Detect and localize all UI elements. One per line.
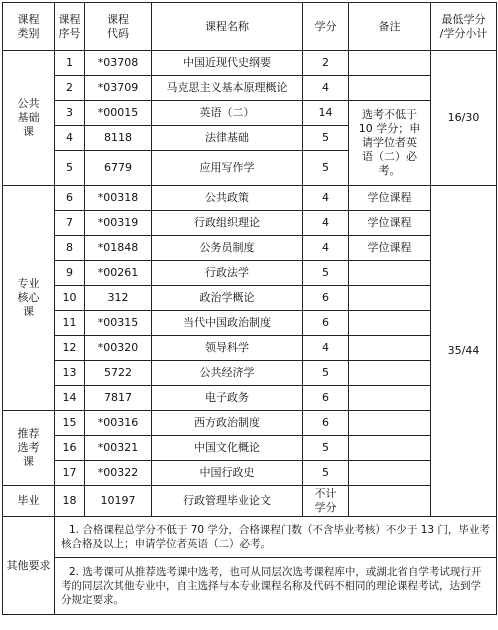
seq-cell: 1 [55, 51, 85, 76]
code-cell: *00261 [85, 261, 152, 286]
table-row [3, 386, 497, 411]
credit-cell: 6 [303, 286, 349, 311]
category-label-line: 专业 [17, 277, 40, 290]
other-note-1: 1. 合格课程总学分不低于 70 学分，合格课程门数（不含毕业考核）不少于 13 门，毕业考核合格及以上；申请学位者英语（二）必考。 [55, 517, 497, 558]
remark-cell [349, 361, 431, 386]
remark-cell [349, 311, 431, 336]
seq-cell: 10 [55, 286, 85, 311]
name-cell: 应用写作学 [152, 151, 303, 186]
table-row [3, 411, 497, 436]
name-cell: 马克思主义基本原理概论 [152, 76, 303, 101]
remark-cell: 学位课程 [349, 236, 431, 261]
seq-cell: 13 [55, 361, 85, 386]
code-cell: *00318 [85, 186, 152, 211]
header-seq-line: 课程 [58, 12, 81, 26]
code-cell: *00315 [85, 311, 152, 336]
code-cell: *00321 [85, 436, 152, 461]
header-category [3, 3, 55, 51]
seq-cell: 5 [55, 151, 85, 186]
code-cell: *00316 [85, 411, 152, 436]
remark-cell [349, 461, 431, 486]
category-label-line: 课 [23, 305, 34, 318]
name-cell: 行政法学 [152, 261, 303, 286]
other-row [3, 558, 497, 615]
credit-cell: 5 [303, 261, 349, 286]
header-min [431, 3, 497, 51]
code-cell: *00322 [85, 461, 152, 486]
table-row [3, 51, 497, 76]
seq-cell: 6 [55, 186, 85, 211]
graduation-label: 毕业 [3, 486, 55, 517]
remark-cell-line: 选考不低于 [362, 108, 417, 121]
graduation-remark [349, 486, 431, 517]
remark-cell [349, 411, 431, 436]
graduation-code: 10197 [85, 486, 152, 517]
name-cell: 法律基础 [152, 126, 303, 151]
remark-cell-line: 10 学分；申 [358, 122, 421, 135]
header-code [85, 3, 152, 51]
category-label [3, 186, 55, 411]
header-min-line: /学分小计 [439, 26, 488, 40]
code-cell: 8118 [85, 126, 152, 151]
header-category-line: 类别 [17, 26, 40, 40]
table-row [3, 261, 497, 286]
credit-cell: 5 [303, 436, 349, 461]
header-category-line: 课程 [17, 12, 40, 26]
credit-cell: 5 [303, 151, 349, 186]
header-row [3, 3, 497, 51]
seq-cell: 17 [55, 461, 85, 486]
table-row [3, 361, 497, 386]
table-row [3, 101, 497, 126]
remark-cell-line: 请学位者英 [362, 136, 417, 149]
remark-cell [349, 261, 431, 286]
name-cell: 公共政策 [152, 186, 303, 211]
table-row [3, 211, 497, 236]
graduation-credit-line: 不计 [314, 487, 337, 500]
header-seq-line: 序号 [58, 26, 81, 40]
header-code-line: 课程 [107, 12, 129, 26]
category-label [3, 51, 55, 186]
category-label-line: 课 [23, 125, 34, 138]
credit-cell: 14 [303, 101, 349, 126]
header-remark: 备注 [349, 3, 431, 51]
category-label-line: 核心 [17, 291, 40, 304]
name-cell: 电子政务 [152, 386, 303, 411]
code-cell: *00015 [85, 101, 152, 126]
graduation-row [3, 486, 497, 517]
name-cell: 行政组织理论 [152, 211, 303, 236]
code-cell: 312 [85, 286, 152, 311]
header-code-line: 代码 [107, 26, 129, 40]
table-row [3, 236, 497, 261]
code-cell: 5722 [85, 361, 152, 386]
other-label: 其他要求 [3, 517, 55, 615]
other-note-2: 2. 选考课可从推荐选考课中选考，也可从同层次选考课程库中，或湖北省自学考试现行开考的同层次其他专业中，自主选择与本专业课程名称及代码不相同的理论课程考试，达到学分规定要求。 [55, 558, 497, 615]
category-label-line: 课 [23, 455, 34, 468]
header-credit: 学分 [303, 3, 349, 51]
remark-cell: 学位课程 [349, 186, 431, 211]
remark-cell [349, 286, 431, 311]
category-label [3, 411, 55, 486]
table-row [3, 311, 497, 336]
header-name: 课程名称 [152, 3, 303, 51]
table-row [3, 186, 497, 211]
credit-cell: 5 [303, 126, 349, 151]
credit-cell: 4 [303, 236, 349, 261]
code-cell: *00319 [85, 211, 152, 236]
credit-cell: 2 [303, 51, 349, 76]
name-cell: 中国近现代史纲要 [152, 51, 303, 76]
seq-cell: 12 [55, 336, 85, 361]
remark-cell [349, 76, 431, 101]
category-label-line: 公共 [17, 97, 40, 110]
header-min-line: 最低学分 [441, 12, 486, 26]
curriculum-table [2, 2, 497, 615]
remark-cell [349, 386, 431, 411]
remark-cell-line: 考。 [378, 164, 401, 177]
table-row [3, 336, 497, 361]
seq-cell: 3 [55, 101, 85, 126]
seq-cell: 11 [55, 311, 85, 336]
credit-cell: 5 [303, 461, 349, 486]
subtotal-cell: 16/30 [431, 51, 497, 186]
seq-cell: 2 [55, 76, 85, 101]
subtotal-cell: 35/44 [431, 186, 497, 517]
name-cell: 西方政治制度 [152, 411, 303, 436]
category-label-line: 推荐 [17, 427, 40, 440]
name-cell: 当代中国政治制度 [152, 311, 303, 336]
remark-cell [349, 336, 431, 361]
name-cell: 英语（二） [152, 101, 303, 126]
code-cell: 7817 [85, 386, 152, 411]
credit-cell: 4 [303, 186, 349, 211]
code-cell: *03709 [85, 76, 152, 101]
table-row [3, 436, 497, 461]
seq-cell: 4 [55, 126, 85, 151]
name-cell: 政治学概论 [152, 286, 303, 311]
seq-cell: 16 [55, 436, 85, 461]
remark-cell-line: 语（二）必 [362, 150, 417, 163]
code-cell: *00320 [85, 336, 152, 361]
name-cell: 公共经济学 [152, 361, 303, 386]
graduation-credit-line: 学分 [314, 501, 337, 514]
name-cell: 中国行政史 [152, 461, 303, 486]
code-cell: *03708 [85, 51, 152, 76]
category-label-line: 选考 [17, 441, 40, 454]
seq-cell: 14 [55, 386, 85, 411]
table-row [3, 461, 497, 486]
remark-cell [349, 51, 431, 76]
code-cell: 6779 [85, 151, 152, 186]
seq-cell: 7 [55, 211, 85, 236]
name-cell: 公务员制度 [152, 236, 303, 261]
remark-cell: 学位课程 [349, 211, 431, 236]
other-row [3, 517, 497, 558]
credit-cell: 6 [303, 386, 349, 411]
credit-cell: 4 [303, 211, 349, 236]
remark-cell [349, 436, 431, 461]
header-seq [55, 3, 85, 51]
name-cell: 中国文化概论 [152, 436, 303, 461]
table-row [3, 286, 497, 311]
name-cell: 领导科学 [152, 336, 303, 361]
credit-cell: 4 [303, 76, 349, 101]
code-cell: *01848 [85, 236, 152, 261]
table-row [3, 76, 497, 101]
credit-cell: 6 [303, 311, 349, 336]
credit-cell: 6 [303, 411, 349, 436]
seq-cell: 8 [55, 236, 85, 261]
remark-cell [349, 101, 431, 186]
graduation-credit [303, 486, 349, 517]
graduation-name: 行政管理毕业论文 [152, 486, 303, 517]
credit-cell: 5 [303, 361, 349, 386]
graduation-seq: 18 [55, 486, 85, 517]
seq-cell: 9 [55, 261, 85, 286]
seq-cell: 15 [55, 411, 85, 436]
category-label-line: 基础 [17, 111, 40, 124]
credit-cell: 4 [303, 336, 349, 361]
